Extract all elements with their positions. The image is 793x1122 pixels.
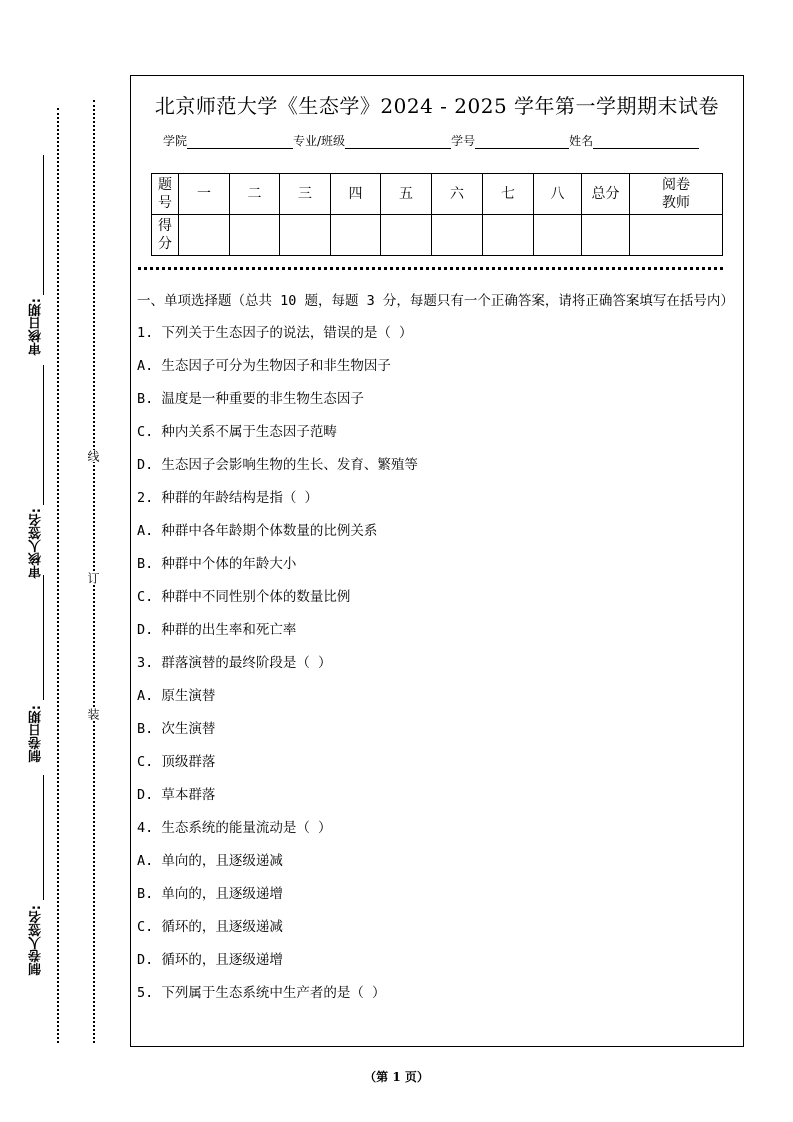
score-table-header-row: [152, 174, 723, 215]
question-option: D. 种群的出生率和死亡率: [137, 622, 297, 638]
col-6: 六: [432, 174, 483, 215]
col-5: 五: [381, 174, 432, 215]
question-stem: 4. 生态系统的能量流动是（ ）: [137, 820, 332, 836]
question-option: B. 次生演替: [137, 721, 216, 737]
col-4: 四: [331, 174, 381, 215]
name-field[interactable]: [593, 136, 699, 149]
question-option: C. 循环的，且逐级递减: [137, 919, 283, 935]
name-label: 姓名: [569, 134, 594, 148]
question-option: B. 种群中个体的年龄大小: [137, 556, 297, 572]
col-total: 总分: [582, 174, 630, 215]
question-option: D. 生态因子会影响生物的生长、发育、繁殖等: [137, 457, 418, 473]
question-stem: 1. 下列关于生态因子的说法，错误的是（ ）: [137, 325, 413, 341]
review-date-label: 审核日期:: [29, 298, 44, 356]
signature-line: [43, 155, 44, 295]
score-head: 得分: [152, 215, 179, 256]
question-option: D. 循环的，且逐级递增: [137, 952, 283, 968]
binding-dotted-line: [57, 108, 59, 1043]
student-info-row: [163, 132, 699, 149]
signature-line: [43, 775, 44, 900]
question-option: A. 原生演替: [137, 688, 216, 704]
exam-frame: [130, 75, 744, 1047]
question-option: A. 种群中各年龄期个体数量的比例关系: [137, 523, 378, 539]
section-heading: 一、单项选择题（总共 10 题，每题 3 分，每题只有一个正确答案，请将正确答案填写在括号内）: [137, 293, 734, 309]
cut-mark-xian: 线: [86, 450, 100, 462]
question-option: B. 温度是一种重要的非生物生态因子: [137, 391, 364, 407]
question-option: A. 生态因子可分为生物因子和非生物因子: [137, 358, 391, 374]
score-cell[interactable]: [179, 215, 230, 256]
exam-title: 北京师范大学《生态学》2024 - 2025 学年第一学期期末试卷: [154, 94, 720, 118]
score-cell[interactable]: [331, 215, 381, 256]
page-number: （第 1 页）: [364, 1070, 429, 1084]
major-class-field[interactable]: [345, 136, 451, 149]
binding-margin: [0, 0, 120, 1122]
score-cell-grader[interactable]: [630, 215, 723, 256]
score-table: [151, 173, 723, 256]
question-option: C. 种群中不同性别个体的数量比例: [137, 589, 351, 605]
score-cell[interactable]: [432, 215, 483, 256]
question-option: B. 单向的，且逐级递增: [137, 886, 283, 902]
score-cell[interactable]: [534, 215, 582, 256]
prepare-date-label: 制卷日期:: [29, 705, 44, 763]
question-number-head: 题号: [152, 174, 179, 215]
college-field[interactable]: [187, 136, 293, 149]
col-7: 七: [483, 174, 534, 215]
score-table-score-row: [152, 215, 723, 256]
score-cell-total[interactable]: [582, 215, 630, 256]
score-cell[interactable]: [483, 215, 534, 256]
preparer-signature-label: 制卷人签名:: [29, 905, 44, 976]
question-option: D. 草本群落: [137, 787, 216, 803]
question-option: C. 顶级群落: [137, 754, 216, 770]
signature-line: [43, 575, 44, 700]
dotted-separator: [138, 267, 723, 270]
college-label: 学院: [163, 134, 188, 148]
score-cell[interactable]: [381, 215, 432, 256]
question-stem: 3. 群落演替的最终阶段是（ ）: [137, 655, 332, 671]
question-option: C. 种内关系不属于生态因子范畴: [137, 424, 337, 440]
student-id-label: 学号: [451, 134, 476, 148]
col-3: 三: [280, 174, 331, 215]
signature-line: [43, 365, 44, 505]
cut-mark-ding: 订: [86, 572, 100, 584]
cut-mark-zhuang: 装: [86, 708, 100, 720]
col-1: 一: [179, 174, 230, 215]
question-stem: 5. 下列属于生态系统中生产者的是（ ）: [137, 985, 386, 1001]
col-2: 二: [230, 174, 280, 215]
question-option: A. 单向的，且逐级递减: [137, 853, 283, 869]
score-cell[interactable]: [280, 215, 331, 256]
exam-content: [137, 290, 737, 1010]
reviewer-signature-label: 审核人签名:: [29, 508, 44, 579]
question-stem: 2. 种群的年龄结构是指（ ）: [137, 490, 319, 506]
col-8: 八: [534, 174, 582, 215]
major-class-label: 专业/班级: [293, 134, 346, 148]
score-cell[interactable]: [230, 215, 280, 256]
col-grader: 阅卷教师: [630, 174, 723, 215]
student-id-field[interactable]: [475, 136, 569, 149]
